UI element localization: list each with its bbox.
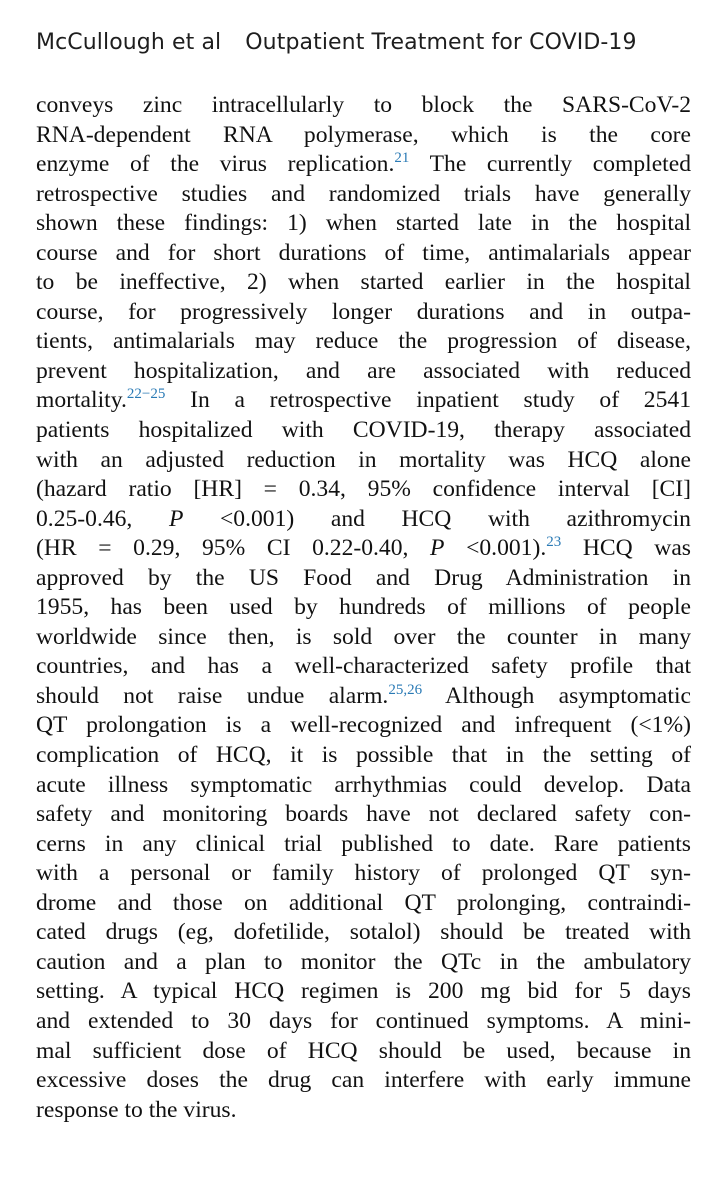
text-line: tients, antimalarials may reduce the progression of disease,: [36, 328, 691, 355]
text-fragment: The currently completed: [409, 151, 691, 178]
citation-ref-25-26[interactable]: 25,26: [388, 681, 423, 698]
text-line: course and for short durations of time, antimalarials appear: [36, 239, 691, 266]
text-line: cated drugs (eg, dofetilide, sotalol) should be treated with: [36, 919, 691, 946]
text-fragment: Although asymptomatic: [422, 682, 691, 709]
text-fragment: In a retrospective inpatient study of 2541: [165, 387, 691, 414]
p-value-symbol: P: [430, 535, 445, 562]
text-line: worldwide since then, is sold over the counter in many: [36, 623, 691, 650]
text-line: caution and a plan to monitor the QTc in the ambulatory: [36, 948, 691, 975]
text-line: retrospective studies and randomized trials have generally: [36, 180, 691, 207]
body-paragraph: [36, 91, 691, 1125]
text-line: safety and monitoring boards have not declared safety con-: [36, 801, 691, 828]
text-line: conveys zinc intracellularly to block the SARS-CoV-2: [36, 92, 691, 118]
text-line: excessive doses the drug can interfere with early immune: [36, 1067, 691, 1094]
text-line: drome and those on additional QT prolonging, contraindi-: [36, 889, 691, 916]
text-line: acute illness symptomatic arrhythmias could develop. Data: [36, 771, 691, 798]
running-header: [36, 30, 637, 55]
text-fragment: HCQ was: [561, 535, 691, 562]
text-line: cerns in any clinical trial published to date. Rare patients: [36, 830, 691, 857]
text-line: complication of HCQ, it is possible that in the setting of: [36, 742, 691, 769]
text-line: shown these findings: 1) when started late in the hospital: [36, 210, 691, 237]
citation-ref-23[interactable]: 23: [546, 534, 562, 551]
header-title: Outpatient Treatment for COVID-19: [245, 30, 637, 55]
text-fragment: <0.001).: [466, 535, 547, 562]
text-line: [36, 682, 691, 712]
text-fragment: mortality.: [36, 387, 127, 414]
text-line: to be ineffective, 2) when started earlier in the hospital: [36, 269, 691, 296]
text-line: approved by the US Food and Drug Administration in: [36, 564, 691, 591]
text-fragment: 0.25-0.46,: [36, 505, 133, 532]
header-authors: McCullough et al: [36, 30, 222, 55]
citation-ref-21[interactable]: 21: [394, 150, 410, 167]
text-line: patients hospitalized with COVID-19, therapy associated: [36, 417, 691, 444]
text-line: with an adjusted reduction in mortality was HCQ alone: [36, 446, 691, 473]
text-line: and extended to 30 days for continued symptoms. A mini-: [36, 1007, 691, 1034]
text-fragment: enzyme of the virus replication.: [36, 151, 395, 178]
text-line: setting. A typical HCQ regimen is 200 mg bid for 5 days: [36, 978, 691, 1005]
text-line: countries, and has a well-characterized safety profile that: [36, 653, 691, 680]
text-line: [36, 150, 691, 180]
citation-ref-22-25[interactable]: 22−25: [126, 386, 166, 403]
text-line: mal sufficient dose of HCQ should be used, because in: [36, 1037, 691, 1064]
text-fragment: should not raise undue alarm.: [36, 682, 389, 709]
text-line: with a personal or family history of prolonged QT syn-: [36, 860, 691, 887]
p-value-symbol: P: [168, 505, 184, 532]
text-line: response to the virus.: [36, 1096, 237, 1123]
text-fragment: (HR = 0.29, 95% CI 0.22-0.40,: [36, 535, 409, 562]
text-line: [36, 534, 691, 564]
text-fragment: <0.001) and HCQ with azithromycin: [219, 505, 691, 532]
text-line: [36, 505, 691, 535]
text-line: RNA-dependent RNA polymerase, which is the core: [36, 121, 691, 148]
text-line: QT prolongation is a well-recognized and infrequent (<1%): [36, 712, 691, 739]
text-line: course, for progressively longer durations and in outpa-: [36, 298, 691, 325]
text-line: [36, 386, 691, 416]
text-line: prevent hospitalization, and are associated with reduced: [36, 357, 691, 384]
text-line: 1955, has been used by hundreds of millions of people: [36, 594, 691, 621]
text-line: (hazard ratio [HR] = 0.34, 95% confidence interval [CI]: [36, 476, 691, 503]
